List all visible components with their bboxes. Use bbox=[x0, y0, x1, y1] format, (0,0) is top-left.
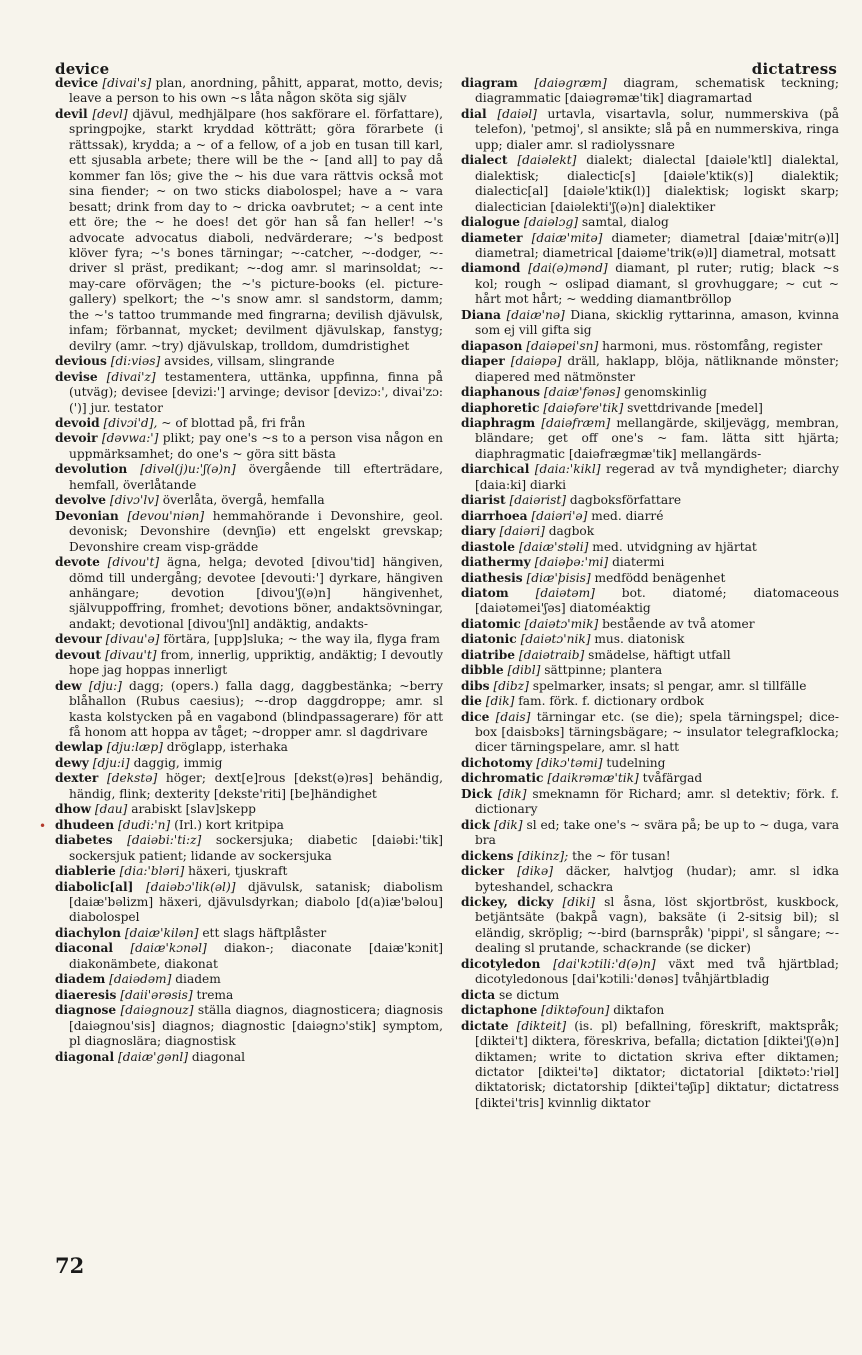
entry-headword: devil bbox=[55, 106, 88, 121]
entry-pronunciation: [daiəfəre'tik] bbox=[543, 400, 624, 415]
entry-definition: med. diarré bbox=[591, 508, 664, 523]
left-guide-word: device bbox=[55, 60, 110, 78]
dictionary-entry bbox=[461, 231, 839, 262]
dictionary-entry bbox=[461, 617, 839, 632]
entry-pronunciation: [daiəgnouz] bbox=[120, 1003, 194, 1018]
entry-definition: regerad av två myndigheter; diarchy [daia:ki] diarki bbox=[475, 462, 840, 492]
entry-pronunciation: [dikə] bbox=[517, 864, 553, 879]
entry-definition: mus. diatonisk bbox=[594, 632, 685, 647]
entry-headword: dhow bbox=[55, 802, 92, 817]
entry-headword: diameter bbox=[461, 230, 523, 245]
entry-headword: diastole bbox=[461, 539, 516, 554]
entry-definition: dagbok bbox=[548, 524, 595, 539]
entry-headword: diagonal bbox=[55, 1049, 115, 1064]
entry-definition: from, innerlig, uppriktig, andäktig; I devoutly hope jag hoppas innerligt bbox=[69, 647, 444, 678]
dictionary-entry bbox=[461, 385, 839, 400]
dictionary-entry bbox=[461, 509, 839, 524]
dictionary-entry bbox=[55, 416, 443, 431]
entry-headword: diablerie bbox=[55, 864, 116, 879]
entry-definition: sättpinne; plantera bbox=[544, 663, 663, 678]
entry-definition: medfödd benägenhet bbox=[594, 570, 726, 585]
entry-pronunciation: [divɔi'd], bbox=[103, 415, 158, 430]
entry-headword: dewlap bbox=[55, 740, 103, 755]
entry-pronunciation: [daiəlekt] bbox=[517, 153, 577, 168]
dictionary-entry bbox=[55, 818, 443, 833]
entry-definition: djävulsk, satanisk; diabolism [daiæ'bəlizm] häxeri, djävulsdyrkan; diabolo [d(a)iæ'bəlou] diabolospel bbox=[69, 879, 443, 925]
dictionary-entry bbox=[55, 1050, 443, 1065]
entry-headword: dickens bbox=[461, 848, 514, 863]
dictionary-entry bbox=[461, 571, 839, 586]
entry-pronunciation: [devou'niən] bbox=[127, 508, 205, 523]
entry-pronunciation: [daiæ'kɔnəl] bbox=[130, 941, 207, 956]
entry-definition: samtal, dialog bbox=[581, 215, 669, 230]
entry-pronunciation: [daiæ'gənl] bbox=[117, 1049, 189, 1064]
dictionary-entry bbox=[461, 540, 839, 555]
dictionary-entry bbox=[55, 833, 443, 864]
dictionary-entry bbox=[461, 462, 839, 493]
dictionary-entry bbox=[461, 308, 839, 339]
dictionary-entry bbox=[461, 416, 839, 462]
entry-pronunciation: [daia:'kikl] bbox=[534, 462, 601, 477]
entry-headword: diaphoretic bbox=[461, 400, 540, 415]
entry-definition: med. utvidgning av hjärtat bbox=[592, 539, 757, 554]
entry-definition: ett slags häftplåster bbox=[202, 925, 327, 940]
entry-headword: diachylon bbox=[55, 925, 122, 940]
entry-definition: fam. förk. f. dictionary ordbok bbox=[518, 694, 704, 709]
dictionary-entry bbox=[461, 1003, 839, 1018]
entry-headword: diabolic[al] bbox=[55, 879, 134, 894]
entry-definition: sockersjuka; diabetic [daiəbi:'tik] sockersjuk patient; lidande av sockersjuka bbox=[69, 833, 444, 863]
entry-headword: Devonian bbox=[55, 508, 119, 523]
entry-definition: testamentera, uttänka, uppfinna, finna på (utväg); devisee [devizi:'] arvinge; devisor [devizɔ:', divai'zɔ:(')] jur. testator bbox=[69, 369, 443, 415]
entry-headword: devour bbox=[55, 632, 102, 647]
entry-pronunciation: [daiæ'mitə] bbox=[531, 230, 603, 245]
entry-headword: dickey, dicky bbox=[461, 895, 554, 910]
entry-definition: hemmahörande i Devonshire, geol. devonisk; Devonshire (devnʃiə) ett engelskt grevskap; Devonshire cream visp-grädde bbox=[69, 508, 444, 554]
entry-definition: urtavla, visartavla, solur, nummerskiva (på telefon), 'petmoj', sl ansikte; slå på en nummerskiva, ringa upp; dialer amr. sl radiolyssnare bbox=[475, 106, 840, 152]
entry-pronunciation: [divai'z] bbox=[106, 369, 156, 384]
entry-headword: Diana bbox=[461, 307, 501, 322]
entry-headword: diaeresis bbox=[55, 987, 117, 1002]
dictionary-entry bbox=[55, 926, 443, 941]
dictionary-entry bbox=[461, 787, 839, 818]
dictionary-entry bbox=[461, 864, 839, 895]
entry-headword: dhudeen bbox=[55, 817, 115, 832]
dictionary-entry bbox=[55, 370, 443, 416]
entry-pronunciation: [di:viəs] bbox=[110, 354, 161, 369]
entry-pronunciation: [dikinz]; bbox=[517, 848, 569, 863]
entry-definition: diagram, schematisk teckning; diagrammatic [daiəgrəmæ'tik] diagramartad bbox=[475, 76, 840, 106]
right-column bbox=[461, 76, 839, 1111]
entry-headword: diarrhoea bbox=[461, 508, 528, 523]
entry-headword: dibs bbox=[461, 678, 490, 693]
dictionary-entry bbox=[55, 462, 443, 493]
entry-definition: tärningar etc. (se die); spela tärningspel; dice-box [daisbɔks] tärningsbägare; ~ insulator telegrafklocka; dicer tärningspelare, amr. sl hatt bbox=[475, 709, 840, 755]
entry-pronunciation: [divau't] bbox=[105, 647, 157, 662]
dictionary-entry bbox=[461, 648, 839, 663]
dictionary-entry bbox=[461, 771, 839, 786]
entry-headword: dichromatic bbox=[461, 771, 544, 786]
entry-headword: devolve bbox=[55, 493, 106, 508]
entry-pronunciation: [daiəfræm] bbox=[541, 415, 611, 430]
entry-pronunciation: [daiəbi:'ti:z] bbox=[127, 833, 202, 848]
entry-pronunciation: [dudi:'n] bbox=[118, 817, 171, 832]
entry-definition: djävul, medhjälpare (hos sakförare el. författare), springpojke, starkt kryddad kötträtt; göra förarbete (i rättssak), krydda; a ~ of a fellow, of a job en tusan till karl, ett sjusabla arbete; there will be the ~ [and all] to pay då kommer fan lös; give the ~ his due vara rättvis också mot sina fiender; ~ on two sticks diabolospel; have a ~ vara besatt; drink from day to ~ dricka oavbrutet; ~ a cent inte ett öre; the ~ he does! det gör han så fan heller! ~'s advocate advocatus diaboli, nedvärderare; ~'s bedpost klöver fyra; ~'s bones tärningar; ~-catcher, ~-dodger, ~-driver sl präst, predikant; ~-dog amr. sl marinsoldat; ~-may-care oförvägen; the ~'s picture-books (el. picture-gallery) spelkort; the ~'s snow amr. sl sandstorm, damm; the ~'s tattoo trummande med fingrarna; devilish djävulsk, infam; förbannat, mycket; devilment djävulskap, fanstyg; devilry (amr. ~try) djävulskap, trolldom, dumdristighet bbox=[69, 106, 444, 353]
dictionary-entry bbox=[55, 802, 443, 817]
entry-definition: diamant, pl ruter; rutig; black ~s kol; rough ~ oslipad diamant, sl grovhuggare; ~ cut ~ hårt mot hårt; ~ wedding diamantbröllop bbox=[475, 261, 840, 307]
dictionary-entry bbox=[461, 524, 839, 539]
dictionary-entry bbox=[55, 354, 443, 369]
entry-definition: genomskinlig bbox=[624, 385, 707, 400]
entry-headword: diagnose bbox=[55, 1003, 117, 1018]
entry-definition: ~ of blottad på, fri från bbox=[161, 415, 306, 430]
entry-pronunciation: [dibl] bbox=[507, 663, 541, 678]
entry-pronunciation: [divou't] bbox=[107, 555, 160, 570]
entry-pronunciation: [daiətɔ'nik] bbox=[520, 632, 591, 647]
dictionary-entry bbox=[55, 648, 443, 679]
entry-pronunciation: [dais] bbox=[495, 709, 531, 724]
entry-headword: diathesis bbox=[461, 570, 523, 585]
entry-headword: devolution bbox=[55, 462, 128, 477]
dictionary-entry bbox=[55, 756, 443, 771]
entry-headword: devote bbox=[55, 555, 100, 570]
dictionary-entry bbox=[461, 679, 839, 694]
entry-pronunciation: [daiəri] bbox=[499, 524, 545, 539]
entry-definition: diktafon bbox=[613, 1003, 665, 1018]
entry-headword: diadem bbox=[55, 972, 106, 987]
entry-headword: dicker bbox=[461, 864, 505, 879]
dictionary-entry bbox=[55, 509, 443, 555]
dictionary-entry bbox=[55, 972, 443, 987]
dictionary-entry bbox=[55, 76, 443, 107]
dictionary-entry bbox=[461, 586, 839, 617]
entry-headword: dick bbox=[461, 817, 491, 832]
entry-pronunciation: [daii'ərəsis] bbox=[120, 987, 193, 1002]
dictionary-entry bbox=[461, 354, 839, 385]
entry-headword: dictate bbox=[461, 1018, 509, 1033]
dictionary-entry bbox=[461, 1019, 839, 1112]
dictionary-entry bbox=[55, 493, 443, 508]
entry-headword: diatonic bbox=[461, 632, 517, 647]
entry-headword: diaphragm bbox=[461, 415, 536, 430]
entry-pronunciation: [daiæ'kilən] bbox=[124, 925, 199, 940]
entry-definition: tvåfärgad bbox=[642, 771, 703, 786]
entry-headword: die bbox=[461, 694, 482, 709]
entry-definition: höger; dext[e]rous [dekst(ə)rəs] behändig, händig, flink; dexterity [dekste'riti] [be]händighet bbox=[69, 771, 444, 801]
entry-pronunciation: [daikrəmæ'tik] bbox=[547, 771, 639, 786]
entry-definition: diatermi bbox=[612, 555, 665, 570]
entry-pronunciation: [divai's] bbox=[102, 76, 152, 90]
entry-pronunciation: [dju:læp] bbox=[106, 740, 163, 755]
entry-headword: dewy bbox=[55, 755, 89, 770]
entry-headword: dictaphone bbox=[461, 1003, 538, 1018]
entry-pronunciation: [daiətɔ'mik] bbox=[524, 616, 599, 631]
dictionary-entry bbox=[55, 431, 443, 462]
entry-definition: växt med två hjärtblad; dicotyledonous [dai'kɔtili:'dənəs] tvåhjärtbladig bbox=[475, 956, 840, 987]
entry-pronunciation: [daiæ'stəli] bbox=[518, 539, 589, 554]
entry-headword: diarist bbox=[461, 493, 506, 508]
entry-definition: övergående till efterträdare, hemfall, överlåtande bbox=[69, 462, 444, 492]
entry-pronunciation: [dik] bbox=[497, 786, 527, 801]
entry-headword: diaphanous bbox=[461, 385, 541, 400]
dictionary-entry bbox=[461, 339, 839, 354]
entry-pronunciation: [devl] bbox=[92, 106, 128, 121]
entry-pronunciation: [daiəpei'sn] bbox=[526, 338, 599, 353]
entry-pronunciation: [dai'kɔtili:'d(ə)n] bbox=[553, 956, 656, 971]
entry-headword: diapason bbox=[461, 338, 523, 353]
entry-definition: diadem bbox=[175, 972, 221, 987]
entry-pronunciation: [dəvwa:'] bbox=[101, 431, 159, 446]
dictionary-entry bbox=[461, 710, 839, 756]
entry-headword: diathermy bbox=[461, 555, 531, 570]
left-column bbox=[55, 76, 443, 1065]
entry-pronunciation: [daiəpə] bbox=[510, 354, 562, 369]
entry-pronunciation: [daiəl] bbox=[497, 106, 537, 121]
entry-definition: förtära, [upp]sluka; ~ the way ila, flyga fram bbox=[163, 632, 440, 647]
entry-definition: ägna, helga; devoted [divou'tid] hängiven, dömd till undergång; devotee [devouti:'] dyrkare, hängiven anhängare; devotion [divou'ʃ(ə)n] hängivenhet, självuppoffring, fromhet; devotions böner, andaktsövningar, andakt; devotional [divou'ʃnl] andäktig, andakts- bbox=[69, 555, 444, 631]
entry-definition: sl ed; take one's ~ svära på; be up to ~ duga, vara bra bbox=[475, 817, 840, 848]
entry-headword: diaper bbox=[461, 354, 505, 369]
entry-headword: diarchical bbox=[461, 462, 530, 477]
entry-pronunciation: [dia:'bləri] bbox=[119, 864, 185, 879]
entry-definition: smädelse, häftigt utfall bbox=[588, 647, 731, 662]
entry-definition: svettdrivande [medel] bbox=[627, 400, 763, 415]
dictionary-entry bbox=[461, 756, 839, 771]
entry-pronunciation: [dekstə] bbox=[106, 771, 158, 786]
entry-headword: dicta bbox=[461, 987, 496, 1002]
entry-pronunciation: [dju:i] bbox=[92, 755, 130, 770]
dictionary-entry bbox=[55, 679, 443, 741]
dictionary-entry bbox=[461, 153, 839, 215]
dictionary-entry bbox=[55, 988, 443, 1003]
entry-pronunciation: [daiətəm] bbox=[535, 585, 595, 600]
entry-pronunciation: [dik] bbox=[485, 694, 515, 709]
entry-definition: the ~ för tusan! bbox=[572, 848, 671, 863]
entry-pronunciation: [divɔ'lv] bbox=[109, 493, 159, 508]
dictionary-entry bbox=[461, 663, 839, 678]
entry-pronunciation: [diæ'þisis] bbox=[526, 570, 591, 585]
entry-headword: diabetes bbox=[55, 833, 113, 848]
entry-headword: dichotomy bbox=[461, 755, 533, 770]
entry-pronunciation: [dau] bbox=[94, 802, 128, 817]
entry-definition: dialekt; dialectal [daiəle'ktl] dialektal, dialektisk; dialectic[s] [daiəle'ktik(s)] dialektik; dialectic[al] [daiəle'ktik(l)] dialektisk; logiskt skarp; dialectician [daiəlekti'ʃ(ə)n] dialektiker bbox=[475, 153, 840, 214]
entry-headword: devise bbox=[55, 369, 98, 384]
entry-headword: devious bbox=[55, 354, 107, 369]
entry-headword: dexter bbox=[55, 771, 99, 786]
entry-headword: dialect bbox=[461, 153, 508, 168]
dictionary-entry bbox=[55, 1003, 443, 1049]
dictionary-entry bbox=[461, 493, 839, 508]
dictionary-entry bbox=[461, 818, 839, 849]
dictionary-entry bbox=[55, 771, 443, 802]
entry-definition: mellangärde, skiljevägg, membran, bländare; get off one's ~ fam. lätta sitt hjärta; diaphragmatic [daiəfrægmæ'tik] mellangärds- bbox=[475, 415, 839, 461]
entry-pronunciation: [daiətraib] bbox=[518, 647, 585, 662]
dictionary-entry bbox=[461, 261, 839, 307]
entry-definition: dagg; (opers.) falla dagg, daggbestänka; ~berry blåhallon (Rubus caesius); ~-drop daggdroppe; amr. sl kasta kolstycken på en vagabond (blindpassagerare) för att få honom att hoppa av tåget; ~dropper amr. sl dagdrivare bbox=[69, 678, 444, 740]
entry-pronunciation: [diki] bbox=[562, 895, 596, 910]
entry-definition: se dictum bbox=[498, 987, 560, 1002]
entry-definition: sl åsna, löst skjortbröst, kuskbock, betjäntsäte (bakpå vagn), baksäte (i 2-sitsig bil); sl eländig, skröplig; ~-bird (barnspråk) 'pippi', sl sångare; ~-dealing sl prutande, schackrande (se dicker) bbox=[475, 895, 840, 956]
entry-headword: dicotyledon bbox=[461, 956, 541, 971]
entry-headword: devoir bbox=[55, 431, 98, 446]
entry-pronunciation: [divau'ə] bbox=[105, 632, 160, 647]
entry-definition: diameter; diametral [daiæ'mitr(ə)l] diametral; diametrical [daiəme'trik(ə)l] diametral, motsatt bbox=[475, 230, 840, 260]
entry-definition: Diana, skicklig ryttarinna, amason, kvinna som ej vill gifta sig bbox=[475, 307, 839, 338]
entry-headword: diaconal bbox=[55, 941, 113, 956]
entry-pronunciation: [dai(ə)mənd] bbox=[528, 261, 608, 276]
dictionary-entry bbox=[461, 76, 839, 107]
entry-pronunciation: [daiəgræm] bbox=[534, 76, 607, 90]
dictionary-entry bbox=[461, 694, 839, 709]
dictionary-entry bbox=[55, 941, 443, 972]
entry-pronunciation: [divəl(j)u:'ʃ(ə)n] bbox=[140, 462, 236, 477]
entry-definition: dräll, haklapp, blöja, nätliknande mönster; diapered med nätmönster bbox=[475, 354, 840, 384]
entry-headword: diagram bbox=[461, 76, 518, 90]
entry-headword: dibble bbox=[461, 663, 504, 678]
dictionary-entry bbox=[461, 632, 839, 647]
entry-definition: spelmarker, insats; sl pengar, amr. sl tillfälle bbox=[532, 678, 807, 693]
entry-pronunciation: [daiəþə:'mi] bbox=[534, 555, 609, 570]
entry-pronunciation: [daiədəm] bbox=[109, 972, 172, 987]
entry-definition: tudelning bbox=[606, 755, 666, 770]
dictionary-entry bbox=[55, 632, 443, 647]
entry-definition: överlåta, övergå, hemfalla bbox=[162, 493, 325, 508]
dictionary-entry bbox=[55, 107, 443, 354]
entry-definition: ställa diagnos, diagnosticera; diagnosis [daiəgnou'sis] diagnos; diagnostic [daiəgnɔ'stik] symptom, pl diagnoslära; diagnostisk bbox=[69, 1003, 444, 1049]
entry-pronunciation: [daiəlɔg] bbox=[523, 215, 579, 230]
entry-definition: (is. pl) befallning, föreskrift, maktspråk; [diktei't] diktera, föreskriva, befalla; dictation [diktei'ʃ(ə)n] diktamen; write to dictation skriva efter diktamen; dictator [diktei'tə] diktator; dictatorial [diktətɔ:'riəl] diktatorisk; dictatorship [diktei'təʃip] diktatur; dictatress [diktei'tris] kvinnlig diktator bbox=[475, 1018, 839, 1110]
entry-definition: arabiskt [slav]skepp bbox=[131, 802, 256, 817]
entry-headword: dialogue bbox=[461, 215, 520, 230]
entry-pronunciation: [daiərist] bbox=[509, 493, 567, 508]
entry-definition: däcker, halvtjog (hudar); amr. sl idka byteshandel, schackra bbox=[475, 864, 839, 894]
dictionary-entry bbox=[55, 880, 443, 926]
entry-pronunciation: [dikteit] bbox=[516, 1018, 567, 1033]
entry-pronunciation: [dikɔ'təmi] bbox=[536, 755, 603, 770]
dictionary-entry bbox=[55, 740, 443, 755]
entry-headword: diamond bbox=[461, 261, 521, 276]
entry-pronunciation: [dju:] bbox=[88, 678, 122, 693]
entry-headword: device bbox=[55, 76, 99, 90]
dictionary-entry bbox=[461, 401, 839, 416]
entry-pronunciation: [diktəfoun] bbox=[541, 1003, 610, 1018]
entry-headword: devoid bbox=[55, 415, 100, 430]
entry-headword: diatribe bbox=[461, 647, 516, 662]
page-number: 72 bbox=[55, 1253, 85, 1278]
entry-pronunciation: [daiəbɔ'lik(əl)] bbox=[146, 879, 236, 894]
entry-definition: smeknamn för Richard; amr. sl detektiv; förk. f. dictionary bbox=[475, 786, 839, 817]
entry-definition: dröglapp, isterhaka bbox=[166, 740, 288, 755]
entry-pronunciation: [daiæ'nə] bbox=[506, 307, 565, 322]
entry-headword: diary bbox=[461, 524, 496, 539]
entry-headword: diatom bbox=[461, 585, 509, 600]
dictionary-entry bbox=[461, 555, 839, 570]
dictionary-entry bbox=[461, 957, 839, 988]
margin-mark: • bbox=[39, 819, 47, 833]
dictionary-entry bbox=[461, 988, 839, 1003]
entry-definition: diagonal bbox=[191, 1049, 246, 1064]
entry-definition: plikt; pay one's ~s to a person visa någon en uppmärksamhet; do one's ~ göra sitt bästa bbox=[69, 431, 444, 461]
entry-definition: bestående av två atomer bbox=[602, 616, 755, 631]
entry-headword: Dick bbox=[461, 786, 493, 801]
entry-definition: plan, anordning, påhitt, apparat, motto, devis; leave a person to his own ~s låta någon sköta sig själv bbox=[69, 76, 444, 106]
dictionary-entry bbox=[461, 849, 839, 864]
entry-definition: (Irl.) kort kritpipa bbox=[174, 817, 284, 832]
entry-headword: dice bbox=[461, 709, 490, 724]
entry-definition: bot. diatomé; diatomaceous [daiətəmei'ʃəs] diatoméaktig bbox=[475, 585, 839, 616]
entry-pronunciation: [daiæ'fənəs] bbox=[543, 385, 621, 400]
entry-definition: diakon-; diaconate [daiæ'kɔnit] diakonämbete, diakonat bbox=[69, 941, 444, 971]
dictionary-entry bbox=[461, 107, 839, 153]
entry-headword: dew bbox=[55, 678, 82, 693]
entry-headword: devout bbox=[55, 647, 101, 662]
entry-definition: trema bbox=[196, 987, 234, 1002]
right-guide-word: dictatress bbox=[751, 60, 837, 78]
entry-pronunciation: [dibz] bbox=[493, 678, 529, 693]
entry-definition: daggig, immig bbox=[133, 755, 223, 770]
entry-definition: avsides, villsam, slingrande bbox=[164, 354, 335, 369]
entry-definition: dagboksförfattare bbox=[569, 493, 682, 508]
entry-definition: häxeri, tjuskraft bbox=[188, 864, 288, 879]
entry-headword: dial bbox=[461, 106, 487, 121]
entry-headword: diatomic bbox=[461, 616, 521, 631]
dictionary-entry bbox=[55, 864, 443, 879]
entry-definition: harmoni, mus. röstomfång, register bbox=[602, 338, 823, 353]
entry-pronunciation: [daiəri'ə] bbox=[531, 508, 588, 523]
dictionary-entry bbox=[55, 555, 443, 632]
entry-pronunciation: [dik] bbox=[493, 817, 523, 832]
dictionary-entry bbox=[461, 215, 839, 230]
dictionary-entry bbox=[461, 895, 839, 957]
